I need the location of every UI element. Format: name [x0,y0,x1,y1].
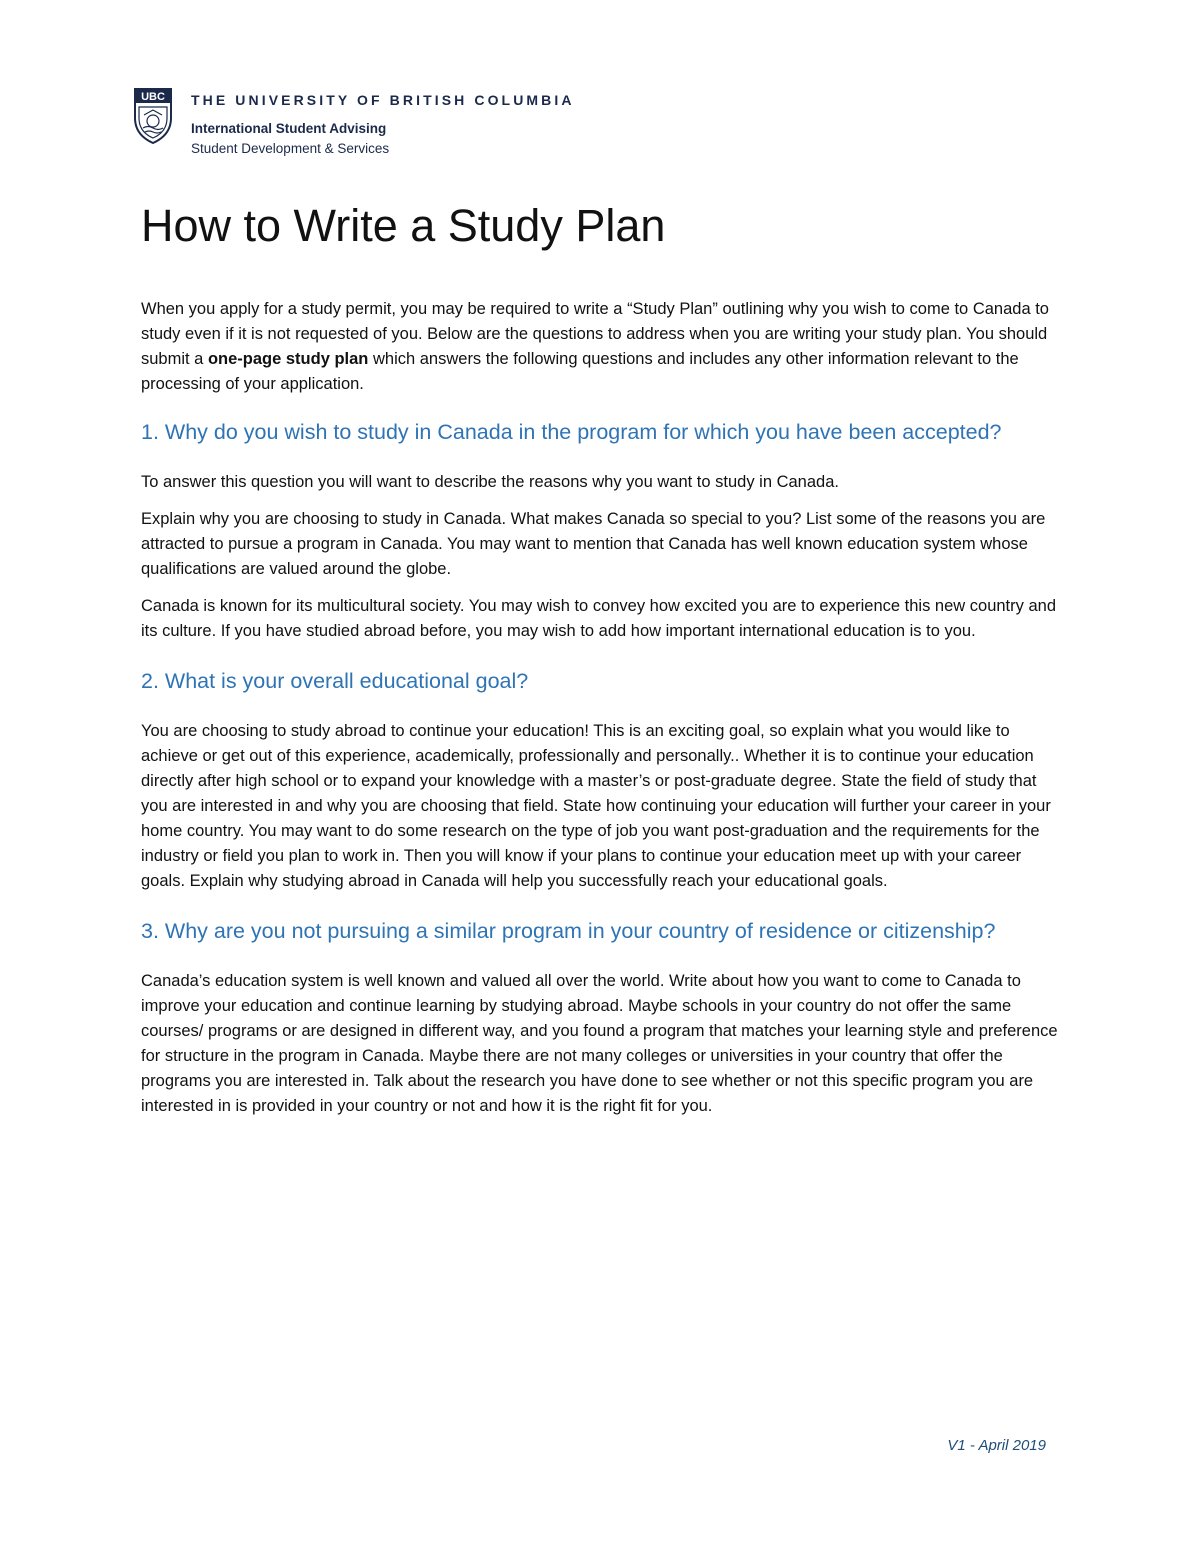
section-2-heading: 2. What is your overall educational goal? [141,669,529,693]
intro-paragraph [141,297,1061,397]
section-3-heading: 3. Why are you not pursuing a similar program in your country of residence or citizenship? [141,919,996,943]
section-1-paragraph: Canada is known for its multicultural society. You may wish to convey how excited you are to experience this new country and its culture. If you have studied abroad before, you may wish to add how important international education is to you. [141,597,1057,640]
document-title: How to Write a Study Plan [141,200,666,251]
section-1-heading: 1. Why do you wish to study in Canada in the program for which you have been accepted? [141,420,1002,444]
section-3-paragraph: Canada’s education system is well known and valued all over the world. Write about how you want to come to Canada to improve your education and continue learning by studying abroad. Maybe schools in your country do not offer the same courses/ programs or are designed in different way, and you found a program that matches your learning style and preference for structure in the program in Canada. Maybe there are not many colleges or universities in your country that offer the programs you are interested in. Talk about the research you have done to see whether or not this specific program you are interested in is provided in your country or not and how it is the right fit for you. [141,972,1058,1115]
section-2-paragraph: You are choosing to study abroad to continue your education! This is an exciting goal, so explain what you would like to achieve or get out of this experience, academically, professionally and personally.. Whether it is to continue your education directly after high school or to expand your knowledge with a master’s or post-graduate degree. State the field of study that you are interested in and why you are choosing that field. State how continuing your education will further your career in your home country. You may want to do some research on the type of job you want post-graduation and the requirements for the industry or field you plan to work in. Then you will know if your plans to continue your education meet up with your career goals. Explain why studying abroad in Canada will help you successfully reach your educational goals. [141,722,1051,890]
logo-text: UBC [141,91,165,103]
intro-bold-text: one-page study plan [207,350,369,368]
unit-subtitle: Student Development & Services [191,141,390,156]
unit-name: International Student Advising [191,121,387,136]
university-name: THE UNIVERSITY OF BRITISH COLUMBIA [191,92,575,108]
intro-text-start: When you apply for a study permit, you may be required to write a “Study Plan” outlining why you wish to come to Canada to study even if it is not requested of you. Below are the questions to address when you are writing your study plan. You should submit a [141,300,1049,368]
version-footer: V1 - April 2019 [947,1437,1046,1454]
letterhead [134,88,834,160]
ubc-crest-logo [134,88,172,144]
section-1-paragraph: Explain why you are choosing to study in Canada. What makes Canada so special to you? List some of the reasons you are attracted to pursue a program in Canada. You may want to mention that Canada has well known education system whose qualifications are valued around the globe. [141,510,1046,578]
section-1-paragraph: To answer this question you will want to describe the reasons why you want to study in Canada. [141,473,839,491]
intro-text-end: which answers the following questions and includes any other information relevant to the processing of your application. [141,350,1019,393]
document-body [141,297,1061,1131]
